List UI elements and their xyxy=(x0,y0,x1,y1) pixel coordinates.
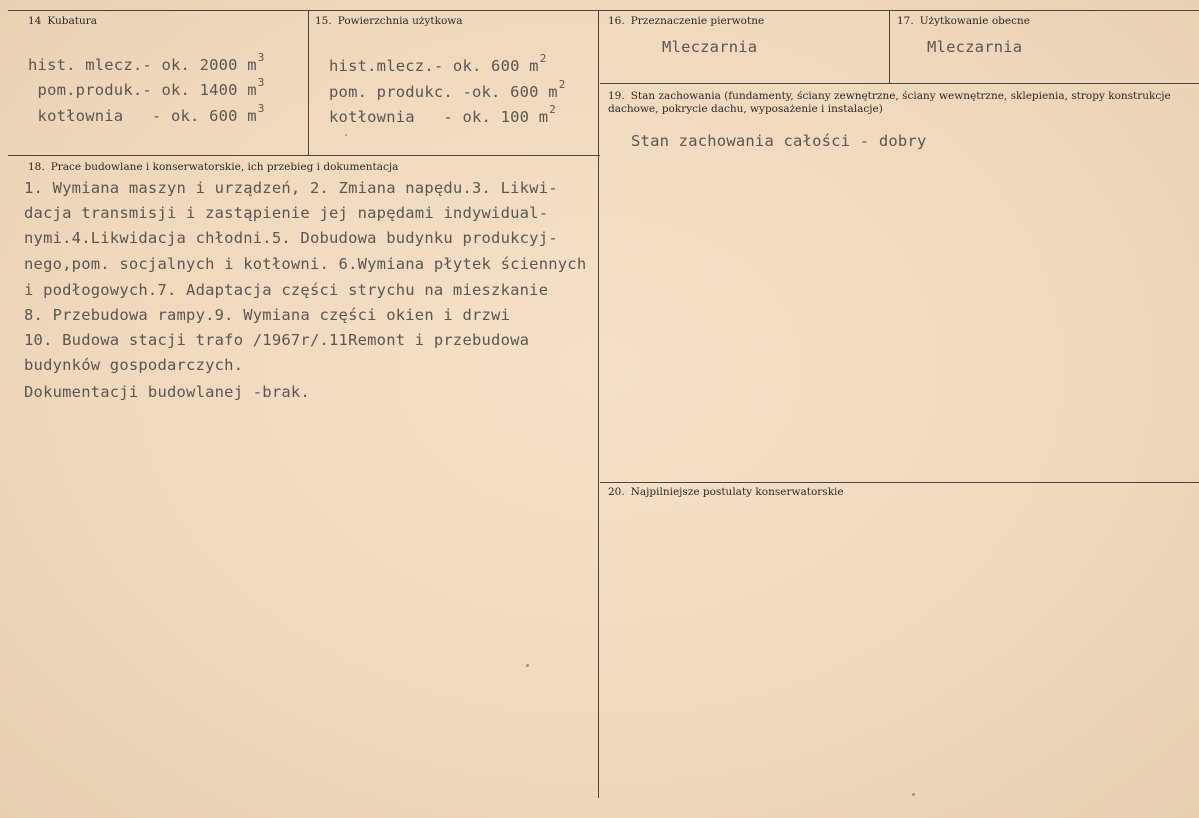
section-15-row-2: pom. produkc. -ok. 600 $m^2$ xyxy=(329,78,566,102)
section-17-heading xyxy=(897,15,1030,28)
section-15-heading xyxy=(315,15,463,28)
section-17-value: Mleczarnia xyxy=(927,38,1023,56)
section-16-value: Mleczarnia xyxy=(662,38,758,56)
section-20-heading xyxy=(608,486,844,499)
divider-vertical-16-17 xyxy=(889,10,890,83)
section-18-line-5: i podłogowych.7. Adaptacja części strychu na mieszkanie xyxy=(24,281,549,299)
section-14-heading xyxy=(28,15,97,28)
section-19-title: Stan zachowania (fundamenty, ściany zewnętrzne, ściany wewnętrzne, sklepienia, stropy konstrukcje dachowe, pokrycie dachu, wyposażenie i instalacje) xyxy=(608,90,1171,115)
section-15-title: Powierzchnia użytkowa xyxy=(337,15,463,27)
section-14-row-1: hist. mlecz.- ok. 2000 $m^3$ xyxy=(28,51,265,75)
section-15-row-3: kotłownia - ok. 100 $m^2$ xyxy=(329,103,557,127)
section-18-line-4: nego,pom. socjalnych i kotłowni. 6.Wymiana płytek ściennych xyxy=(24,255,587,273)
section-16-title: Przeznaczenie pierwotne xyxy=(630,15,765,27)
paper-speck xyxy=(526,664,529,667)
section-19-value: Stan zachowania całości - dobry xyxy=(631,132,927,150)
divider-vertical-main xyxy=(598,10,599,798)
section-20-number: 20. xyxy=(608,486,625,498)
section-17-title: Użytkowanie obecne xyxy=(919,15,1030,27)
section-19-number: 19. xyxy=(608,90,625,102)
section-20-title: Najpilniejsze postulaty konserwatorskie xyxy=(630,486,844,498)
section-18-number: 18. xyxy=(28,161,45,173)
section-18-line-3: nymi.4.Likwidacja chłodni.5. Dobudowa budynku produkcyj- xyxy=(24,229,558,247)
section-14-row-2: pom.produk.- ok. 1400 $m^3$ xyxy=(28,76,265,100)
section-18-heading xyxy=(28,161,398,174)
section-17-number: 17. xyxy=(897,15,914,27)
divider-right-row1 xyxy=(600,83,1199,84)
section-16-number: 16. xyxy=(608,15,625,27)
section-18-line-2: dacja transmisji i zastąpienie jej napędami indywidual- xyxy=(24,204,549,222)
divider-left-row1 xyxy=(8,155,600,156)
paper-speck xyxy=(912,793,915,796)
divider-vertical-14-15 xyxy=(308,10,309,156)
divider-right-row2 xyxy=(600,482,1199,483)
section-14-title: Kubatura xyxy=(47,15,97,27)
section-15-number: 15. xyxy=(315,15,332,27)
section-18-title: Prace budowlane i konserwatorskie, ich przebieg i dokumentacja xyxy=(50,161,399,173)
section-15-row-1: hist.mlecz.- ok. 600 $m^2$ xyxy=(329,52,547,76)
section-18-line-8: budynków gospodarczych. xyxy=(24,356,244,374)
section-14-row-3: kotłownia - ok. 600 $m^3$ xyxy=(28,102,265,126)
section-19-heading xyxy=(608,90,1173,116)
section-18-line-1: 1. Wymiana maszyn i urządzeń, 2. Zmiana napędu.3. Likwi- xyxy=(24,179,558,197)
section-16-heading xyxy=(608,15,764,28)
section-18-line-9: Dokumentacji budowlanej -brak. xyxy=(24,383,310,401)
section-18-line-7: 10. Budowa stacji trafo /1967r/.11Remont i przebudowa xyxy=(24,331,530,349)
section-18-line-6: 8. Przebudowa rampy.9. Wymiana części okien i drzwi xyxy=(24,306,511,324)
section-14-number: 14 xyxy=(28,15,42,27)
top-border-line xyxy=(8,10,1199,11)
paper-speck xyxy=(345,134,347,136)
